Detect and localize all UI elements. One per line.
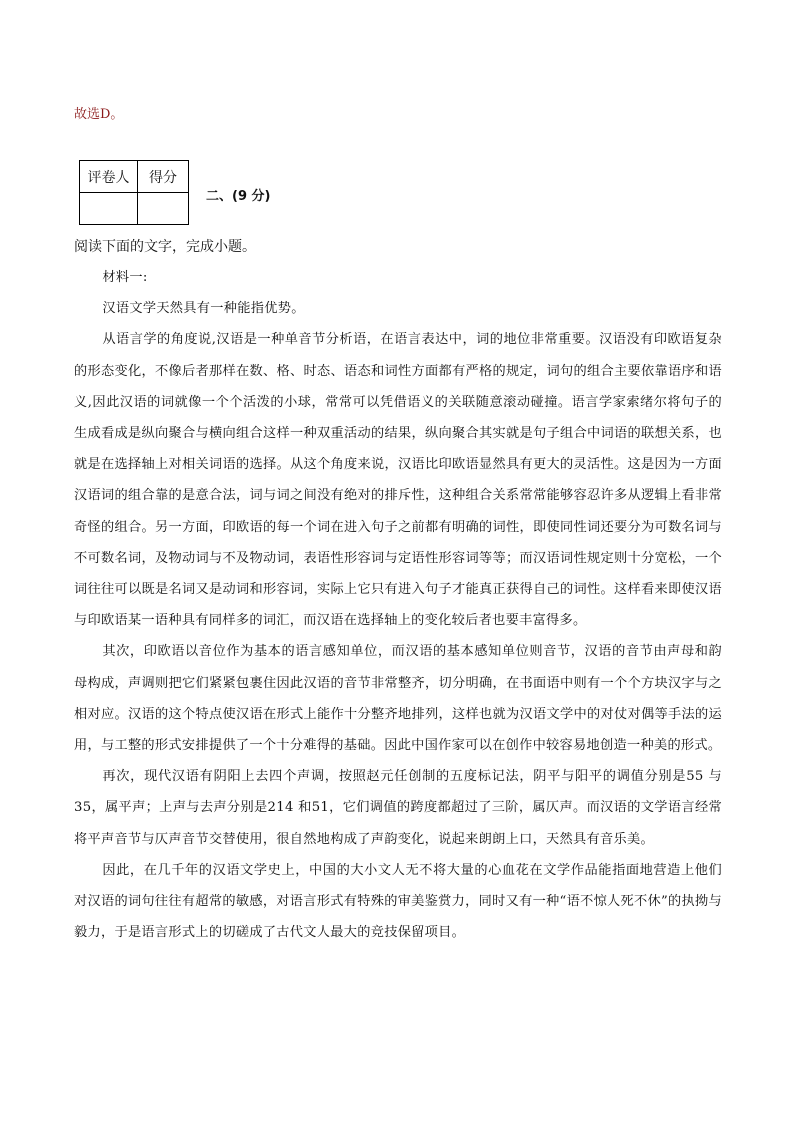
material-paragraph: 再次，现代汉语有阴阳上去四个声调，按照赵元任创制的五度标记法，阴平与阳平的调值分别是55 与35，属平声；上声与去声分别是214 和51，它们调值的跨度都超过了三阶，属仄声。而汉语的文学语言经常将平声音节与仄声音节交替使用，很自然地构成了声韵变化，说起来朗朗上口，天然具有音乐美。: [74, 769, 722, 847]
score-header: 得分: [138, 161, 189, 193]
section-heading: 二、(9 分): [206, 189, 271, 204]
material-paragraph: 其次，印欧语以音位作为基本的语言感知单位，而汉语的基本感知单位则音节，汉语的音节由声母和韵母构成，声调则把它们紧紧包裹住因此汉语的音节非常整齐，切分明确，在书面语中则有一个个方块汉字与之相对应。汉语的这个特点使汉语在形式上能作十分整齐地排列，这样也就为汉语文学中的对仗对偶等手法的运用，与工整的形式安排提供了一个十分难得的基础。因此中国作家可以在创作中较容易地创造一种美的形式。: [74, 644, 722, 754]
answer-line: 故选D。: [74, 107, 124, 122]
score-table: [79, 160, 189, 225]
material-label: 材料一:: [102, 270, 148, 285]
material-paragraph: 从语言学的角度说,汉语是一种单音节分析语，在语言表达中，词的地位非常重要。汉语没有印欧语复杂的形态变化，不像后者那样在数、格、时态、语态和词性方面都有严格的规定，词句的组合主要依靠语序和语义,因此汉语的词就像一个个活泼的小球，常常可以凭借语义的关联随意滚动碰撞。语言学家索绪尔将句子的生成看成是纵向聚合与横向组合这样一种双重活动的结果，纵向聚合其实就是句子组合中词语的联想关系，也就是在选择轴上对相关词语的选择。从这个角度来说，汉语比印欧语显然具有更大的灵活性。这是因为一方面汉语词的组合靠的是意合法，词与词之间没有绝对的排斥性，这种组合关系常常能够容忍许多从逻辑上看非常奇怪的组合。另一方面，印欧语的每一个词在进入句子之前都有明确的词性，即使同性词还要分为可数名词与不可数名词，及物动词与不及物动词，表语性形容词与定语性形容词等等；而汉语词性规定则十分宽松，一个词往往可以既是名词又是动词和形容词，实际上它只有进入句子才能真正获得自己的词性。这样看来即使汉语与印欧语某一语种具有同样多的词汇，而汉语在选择轴上的变化较后者也要丰富得多。: [74, 332, 722, 629]
reviewer-header: 评卷人: [80, 161, 138, 193]
material-text: [74, 262, 722, 948]
reviewer-cell: [80, 193, 138, 225]
score-cell: [138, 193, 189, 225]
material-paragraph: 因此，在几千年的汉语文学史上，中国的大小文人无不将大量的心血花在文学作品能指面地营造上他们对汉语的词句往往有超常的敏感，对语言形式有特殊的审美鉴赏力，同时又有一种“语不惊人死不休”的执拗与毅力，于是语言形式上的切磋成了古代文人最大的竞技保留项目。: [74, 862, 722, 941]
instruction: 阅读下面的文字，完成小题。: [74, 239, 256, 255]
material-paragraph: 汉语文学天然具有一种能指优势。: [102, 301, 305, 317]
